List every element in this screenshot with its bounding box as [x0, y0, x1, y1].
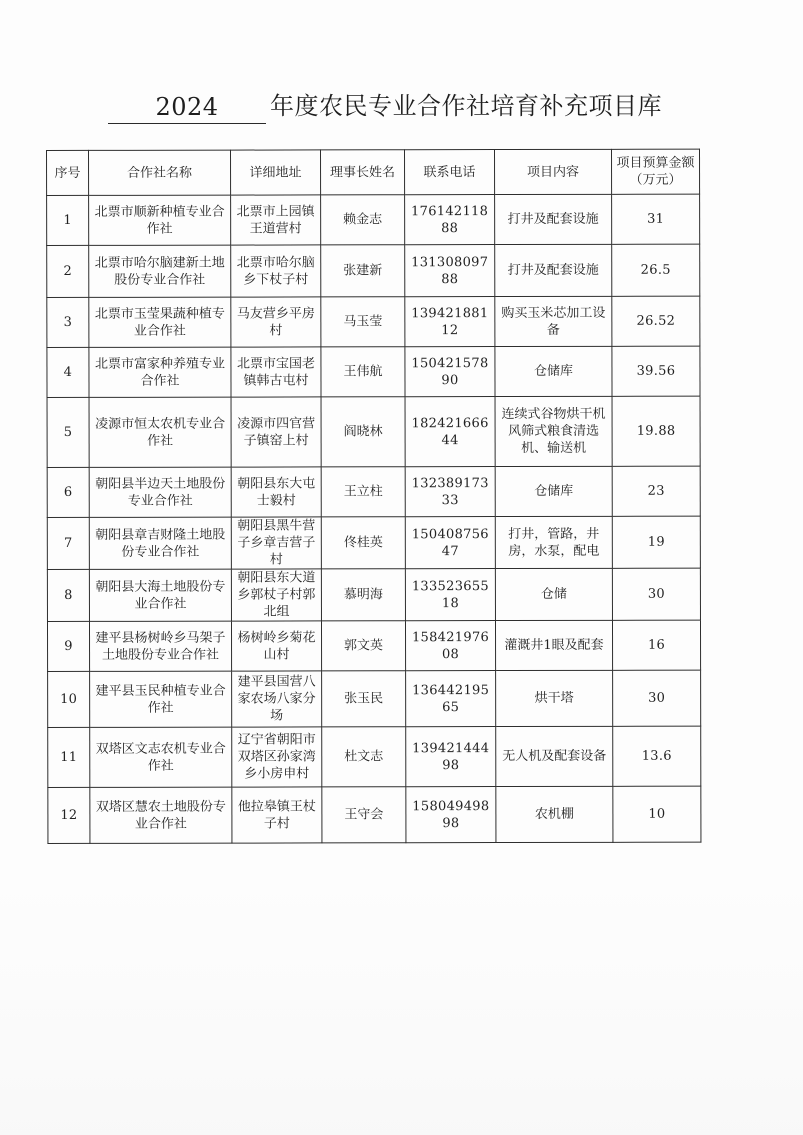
header-address: 详细地址 — [231, 150, 321, 195]
cell-phone: 13352365518 — [405, 569, 495, 621]
cell-chairman: 阎晓林 — [321, 397, 405, 467]
cell-name: 朝阳县章吉财隆土地股份专业合作社 — [89, 517, 231, 569]
cell-address: 马友营乡平房村 — [231, 297, 321, 347]
cell-chairman: 王立柱 — [321, 467, 405, 517]
cell-content: 无人机及配套设备 — [496, 726, 613, 786]
cell-budget: 19.88 — [612, 396, 700, 466]
table-row — [47, 516, 700, 569]
cell-phone: 13130809788 — [405, 245, 495, 297]
cell-chairman: 马玉莹 — [321, 297, 405, 347]
cell-name: 朝阳县半边天土地股份专业合作社 — [89, 467, 231, 517]
cell-no: 6 — [47, 467, 89, 517]
header-chairman: 理事长姓名 — [321, 150, 405, 195]
cell-chairman: 王伟航 — [321, 347, 405, 397]
cell-phone: 15042157890 — [405, 347, 495, 397]
header-budget: 项目预算金额（万元） — [611, 149, 699, 194]
cell-address: 朝阳县东大道乡郭杖子村郭北组 — [231, 569, 321, 621]
cell-budget: 31 — [612, 194, 700, 244]
cell-chairman: 佟桂英 — [321, 517, 405, 569]
cell-name: 北票市玉莹果蔬种植专业合作社 — [89, 297, 231, 347]
cell-content: 仓储库 — [495, 346, 612, 396]
cell-budget: 39.56 — [612, 346, 700, 396]
cell-content: 购买玉米芯加工设备 — [495, 296, 612, 346]
table-row — [47, 194, 700, 245]
cell-phone: 15804949898 — [406, 787, 496, 843]
cell-chairman: 王守会 — [322, 787, 406, 843]
cell-phone: 13238917333 — [405, 467, 495, 517]
cell-name: 建平县玉民种植专业合作社 — [90, 671, 232, 727]
table-row — [47, 466, 700, 517]
cell-chairman: 郭文英 — [321, 621, 405, 671]
cell-budget: 26.5 — [612, 244, 700, 296]
cell-content: 打井及配套设施 — [495, 194, 612, 244]
cell-no: 9 — [47, 621, 89, 671]
cell-name: 朝阳县大海土地股份专业合作社 — [89, 569, 231, 621]
cell-budget: 13.6 — [613, 726, 701, 786]
cell-budget: 30 — [612, 568, 700, 620]
cell-address: 凌源市四官营子镇窑上村 — [231, 397, 321, 467]
cell-chairman: 杜文志 — [322, 727, 406, 787]
cell-no: 3 — [47, 297, 89, 347]
cell-phone: 15842197608 — [405, 621, 495, 671]
cell-budget: 26.52 — [612, 296, 700, 346]
cell-phone: 13942144498 — [406, 727, 496, 787]
cell-name: 双塔区文志农机专业合作社 — [90, 727, 232, 787]
table-body — [47, 194, 701, 843]
page-title — [108, 84, 662, 124]
cell-address: 建平县国营八家农场八家分场 — [232, 671, 322, 727]
cell-address: 朝阳县黑牛营子乡章吉营子村 — [231, 517, 321, 569]
header-no: 序号 — [47, 150, 89, 195]
cell-phone: 17614211888 — [405, 195, 495, 245]
table-row — [47, 244, 700, 297]
cell-no: 1 — [47, 195, 89, 245]
cell-content: 烘干塔 — [496, 670, 613, 726]
cell-no: 8 — [47, 569, 89, 621]
cell-budget: 30 — [613, 670, 701, 726]
cell-no: 12 — [48, 787, 90, 843]
cell-phone: 13644219565 — [406, 671, 496, 727]
cell-chairman: 张玉民 — [322, 671, 406, 727]
cell-name: 凌源市恒太农机专业合作社 — [89, 397, 231, 467]
cell-address: 他拉皋镇王杖子村 — [232, 787, 322, 843]
header-content: 项目内容 — [495, 149, 612, 194]
table-row — [47, 296, 700, 347]
cell-no: 11 — [48, 727, 90, 787]
table-row — [48, 786, 701, 843]
table-row — [47, 620, 700, 671]
cell-content: 连续式谷物烘干机风筛式粮食清选机、输送机 — [495, 396, 612, 466]
cell-address: 朝阳县东大屯士毅村 — [231, 467, 321, 517]
cell-content: 仓储 — [495, 568, 612, 620]
cell-address: 辽宁省朝阳市双塔区孙家湾乡小房申村 — [232, 727, 322, 787]
cell-chairman: 赖金志 — [321, 195, 405, 245]
cell-address: 北票市宝国老镇韩古屯村 — [231, 347, 321, 397]
cell-content: 打井，管路，井房，水泵，配电 — [495, 516, 612, 568]
cell-budget: 16 — [612, 620, 700, 670]
title-year: 2024 — [108, 93, 266, 124]
cell-address: 北票市哈尔脑乡下杖子村 — [231, 245, 321, 297]
cell-no: 4 — [47, 347, 89, 397]
cell-no: 2 — [47, 245, 89, 297]
table-row — [47, 568, 700, 621]
cell-name: 北票市富家种养殖专业合作社 — [89, 347, 231, 397]
scan-shading — [0, 880, 803, 1135]
cell-name: 建平县杨树岭乡马架子土地股份专业合作社 — [89, 621, 231, 671]
cell-budget: 23 — [612, 466, 700, 516]
cell-chairman: 张建新 — [321, 245, 405, 297]
cell-no: 5 — [47, 397, 89, 467]
header-phone: 联系电话 — [405, 150, 495, 195]
cell-name: 双塔区慧农土地股份专业合作社 — [90, 787, 232, 843]
table-row — [48, 726, 701, 787]
header-name: 合作社名称 — [89, 150, 231, 195]
cell-chairman: 慕明海 — [321, 569, 405, 621]
cell-content: 农机棚 — [496, 786, 613, 842]
cell-content: 打井及配套设施 — [495, 244, 612, 296]
table-header-row — [47, 149, 700, 195]
cell-no: 10 — [48, 671, 90, 727]
cell-content: 仓储库 — [495, 466, 612, 516]
table-row — [47, 396, 700, 467]
project-table — [46, 149, 701, 844]
cell-phone: 15040875647 — [405, 517, 495, 569]
table-row — [47, 346, 700, 397]
table-row — [48, 670, 701, 727]
cell-content: 灌溉井1眼及配套 — [495, 620, 612, 670]
cell-budget: 19 — [612, 516, 700, 568]
cell-name: 北票市顺新种植专业合作社 — [89, 195, 231, 245]
cell-phone: 13942188112 — [405, 297, 495, 347]
title-text: 年度农民专业合作社培育补充项目库 — [270, 92, 662, 120]
cell-address: 杨树岭乡菊花山村 — [231, 621, 321, 671]
cell-budget: 10 — [613, 786, 701, 842]
cell-no: 7 — [47, 517, 89, 569]
cell-address: 北票市上园镇王道营村 — [231, 195, 321, 245]
cell-name: 北票市哈尔脑建新土地股份专业合作社 — [89, 245, 231, 297]
cell-phone: 18242166644 — [405, 397, 495, 467]
